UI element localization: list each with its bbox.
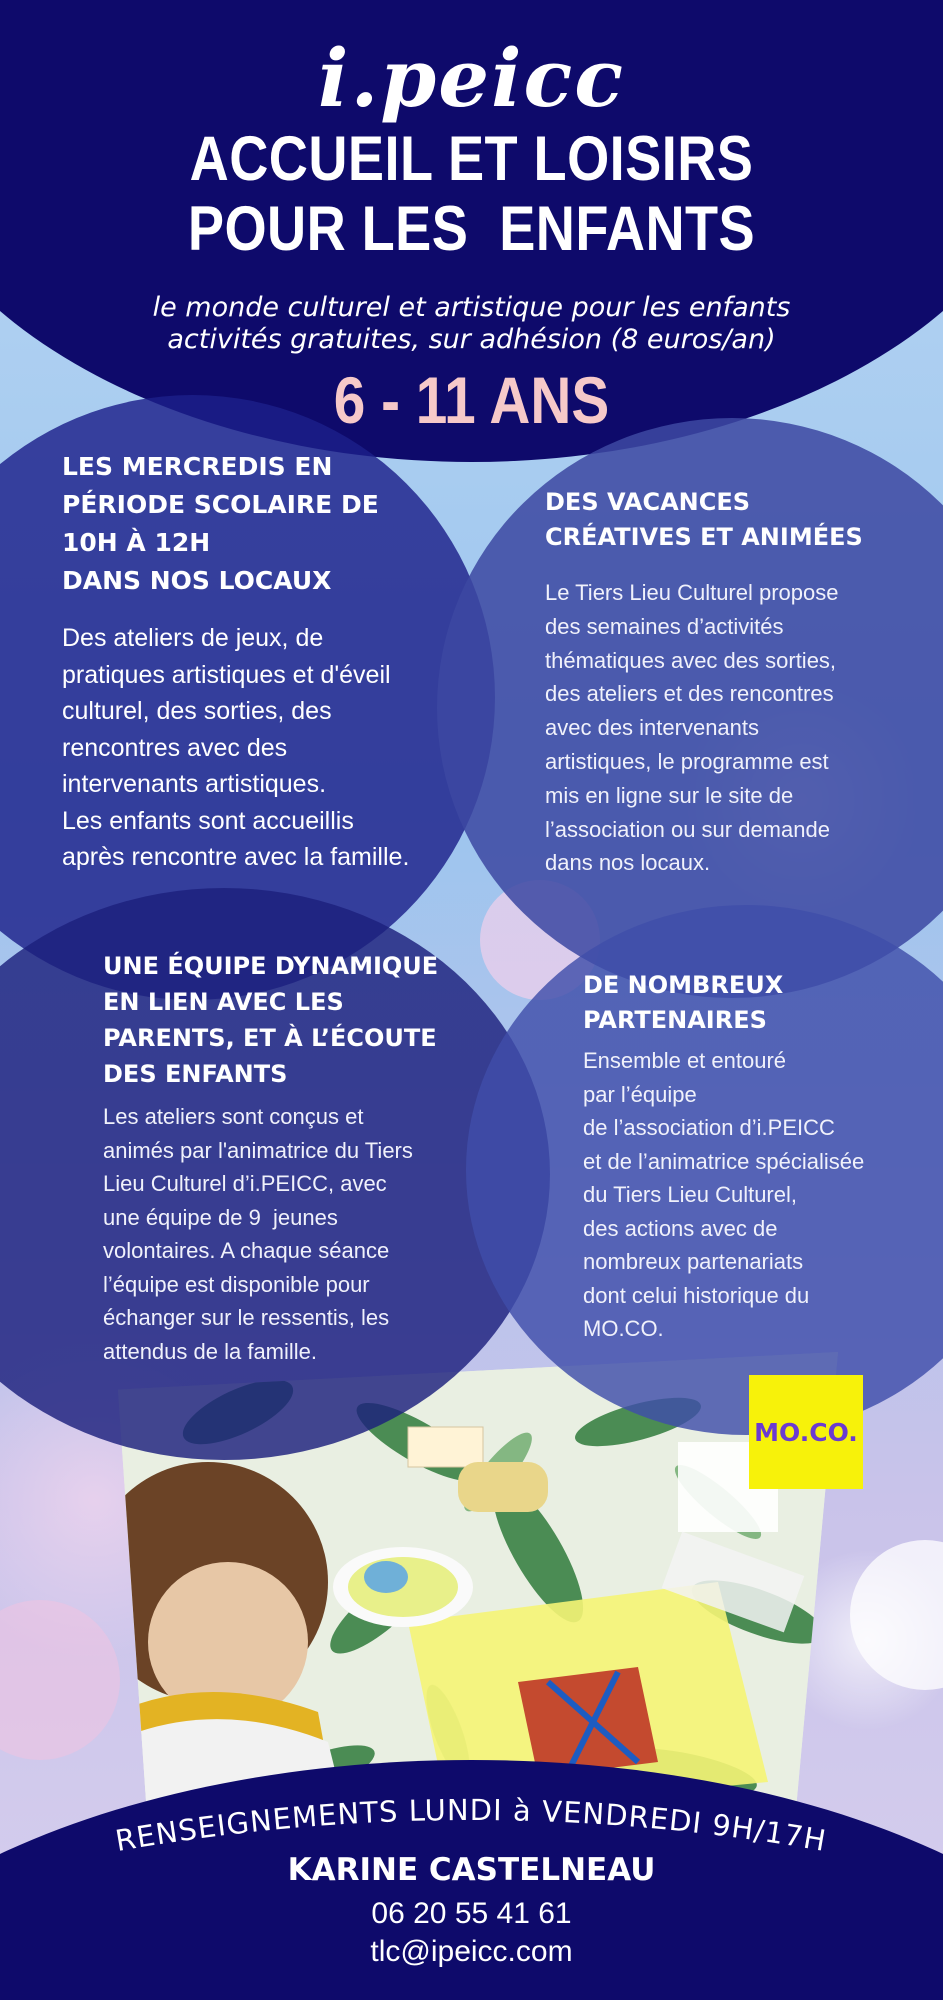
age-range: 6 - 11 ANS [333, 363, 610, 437]
subtitle [0, 292, 943, 356]
bokeh-light [850, 1540, 943, 1690]
opening-hours: RENSEIGNEMENTS LUNDI à VENDREDI 9H/17H [112, 1792, 830, 1858]
section-body-team: Les ateliers sont conçus et animés par l'animatrice du Tiers Lieu Culturel d’i.PEICC, avec une équipe de 9 jeunes volontaires. A chaque séance l’équipe est disponible pour échanger sur le ressentis, les attendus de la famille. [103, 1104, 413, 1364]
svg-text:RENSEIGNEMENTS LUNDI à VENDRED [113, 1793, 829, 1858]
section-heading-partners: DE NOMBREUX PARTENAIRES [583, 971, 784, 1034]
title-line: ACCUEIL ET LOISIRS [189, 124, 754, 194]
moco-logo: MO.CO. [749, 1375, 863, 1489]
section-body-wednesdays: Des ateliers de jeux, de pratiques artistiques et d'éveil culturel, des sorties, des rencontres avec des intervenants artistiques. Les enfants sont accueillis après rencontre avec la famille. [62, 624, 410, 871]
page-title [66, 124, 877, 264]
subtitle-line: le monde culturel et artistique pour les enfants [152, 292, 791, 323]
title-line: POUR LES ENFANTS [187, 194, 756, 264]
section-heading-team: UNE ÉQUIPE DYNAMIQUE EN LIEN AVEC LES PARENTS, ET À L’ÉCOUTE DES ENFANTS [103, 952, 439, 1088]
section-heading-wednesdays: LES MERCREDIS EN PÉRIODE SCOLAIRE DE 10H À 12H DANS NOS LOCAUX [62, 452, 379, 595]
contact-email[interactable]: tlc@ipeicc.com [370, 1935, 573, 1968]
bokeh-light [0, 1600, 120, 1760]
section-heading-holidays: DES VACANCES CRÉATIVES ET ANIMÉES [545, 488, 863, 551]
section-body-holidays: Le Tiers Lieu Culturel propose des semaines d’activités thématiques avec des sorties, des ateliers et des rencontres avec des intervenants artistiques, le programme est mis en ligne sur le site de l’association ou sur demande dans nos locaux. [545, 580, 839, 876]
contact-phone[interactable]: 06 20 55 41 61 [371, 1897, 572, 1930]
contact-name: KARINE CASTELNEAU [287, 1852, 656, 1888]
section-body-partners: Ensemble et entouré par l’équipe de l’association d’i.PEICC et de l’animatrice spécialisée du Tiers Lieu Culturel, des actions avec de nombreux partenariats dont celui historique du MO.CO. [583, 1048, 865, 1341]
subtitle-line: activités gratuites, sur adhésion (8 euros/an) [167, 324, 776, 355]
logo: i.peicc [318, 31, 625, 125]
